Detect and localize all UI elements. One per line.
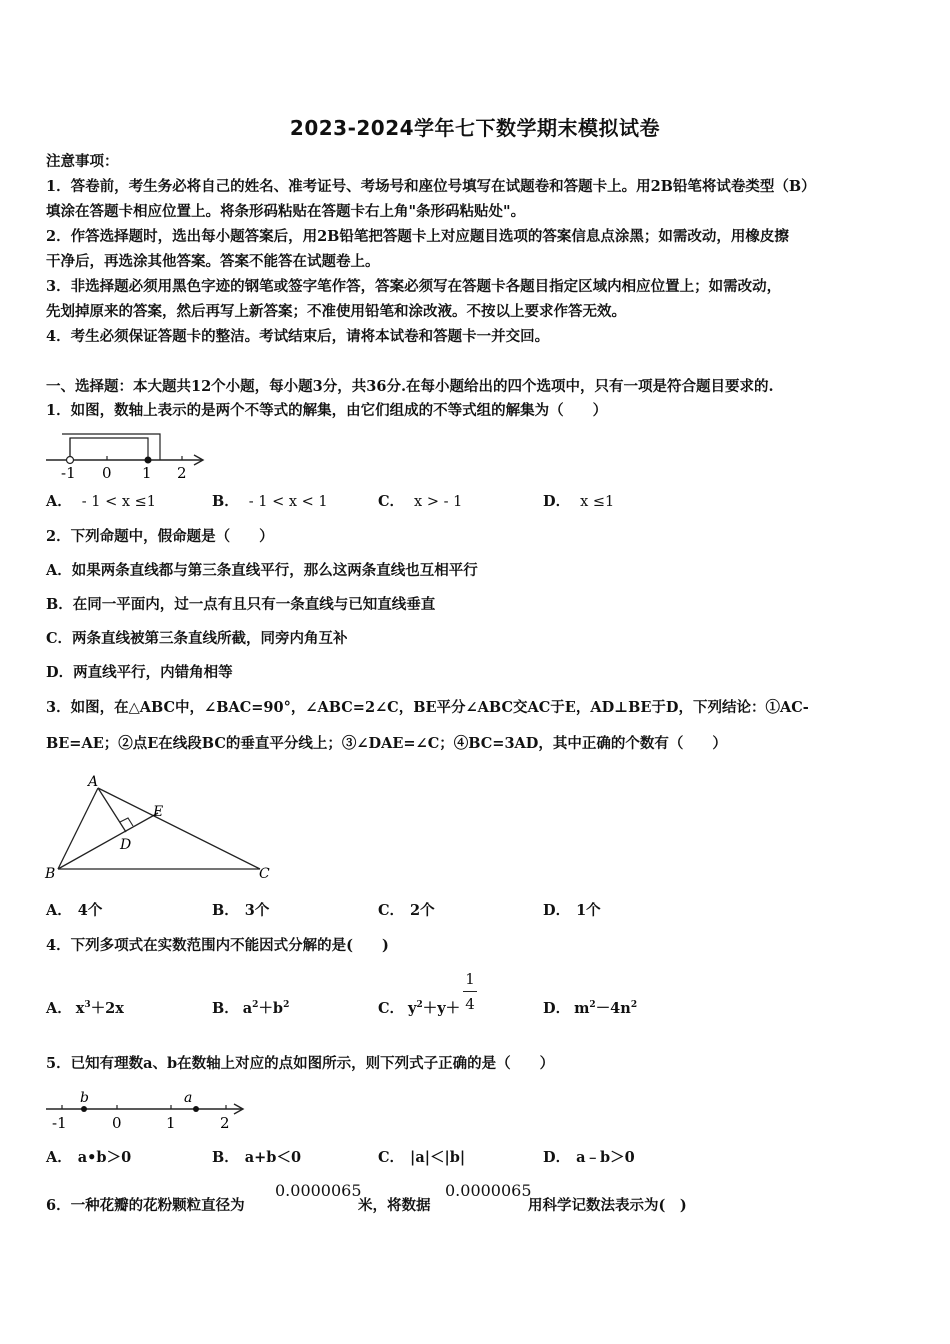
vertex-label: B — [45, 866, 56, 882]
axis-label: 2 — [220, 1114, 230, 1132]
point-b — [81, 1106, 87, 1112]
axis-label: 0 — [102, 464, 112, 480]
fraction-denominator: 4 — [465, 995, 475, 1013]
point-label: b — [80, 1090, 89, 1106]
q5-option-c[interactable]: C． |a|＜|b| — [378, 1149, 466, 1166]
q5-option-d[interactable]: D． a﹣b＞0 — [543, 1149, 635, 1166]
notice-line: 干净后，再选涂其他答案。答案不能答在试题卷上。 — [46, 253, 380, 270]
q6-value: 0.0000065 — [445, 1181, 532, 1200]
q5-number-line — [40, 1088, 255, 1132]
vertex-label: C — [259, 866, 270, 882]
q2-option-d[interactable]: D．两直线平行，内错角相等 — [46, 664, 233, 681]
q3-stem-line2: BE=AE；②点E在线段BC的垂直平分线上；③∠DAE=∠C；④BC=3AD，其中正确的个数有（ ） — [46, 735, 727, 752]
q4-option-a[interactable]: A． $x^3+2x$ — [46, 1000, 124, 1017]
q1-option-a[interactable]: A． - 1 < x ≤1 — [46, 493, 157, 510]
axis-label: -1 — [61, 464, 76, 480]
axis-label: -1 — [52, 1114, 67, 1132]
section-heading: 一、选择题：本大题共12个小题，每小题3分，共36分.在每小题给出的四个选项中，只有一项是符合题目要求的. — [46, 378, 774, 395]
q3-option-a[interactable]: A． 4个 — [46, 902, 103, 919]
q1-option-d[interactable]: D． x ≤1 — [543, 493, 615, 510]
q1-number-line — [40, 428, 215, 480]
q5-option-a[interactable]: A． a•b＞0 — [46, 1149, 132, 1166]
q3-stem-line1: 3．如图，在△ABC中，∠BAC=90°，∠ABC=2∠C，BE平分∠ABC交AC于E，AD⊥BE于D，下列结论：①AC- — [46, 699, 809, 716]
notice-line: 先划掉原来的答案，然后再写上新答案；不准使用铅笔和涂改液。不按以上要求作答无效。 — [46, 303, 626, 320]
notice-line: 4．考生必须保证答题卡的整洁。考试结束后，请将本试卷和答题卡一并交回。 — [46, 328, 550, 345]
q1-option-c[interactable]: C． x > - 1 — [378, 493, 463, 510]
vertex-label: A — [88, 774, 99, 790]
axis-label: 0 — [112, 1114, 122, 1132]
q4-stem: 4．下列多项式在实数范围内不能因式分解的是( ) — [46, 937, 389, 954]
q4-option-b[interactable]: B． $a^2+b^2$ — [212, 1000, 290, 1017]
vertex-label: D — [120, 837, 132, 853]
q2-option-c[interactable]: C．两条直线被第三条直线所截，同旁内角互补 — [46, 630, 348, 647]
q3-option-b[interactable]: B． 3个 — [212, 902, 270, 919]
axis-label: 1 — [166, 1114, 176, 1132]
point-label: a — [184, 1090, 193, 1106]
q2-stem: 2．下列命题中，假命题是（ ） — [46, 528, 274, 545]
point-a — [193, 1106, 199, 1112]
notice-line: 3．非选择题必须用黑色字迹的钢笔或签字笔作答，答案必须写在答题卡各题目指定区域内相应位置上；如需改动， — [46, 278, 782, 295]
q4-option-c[interactable]: C． $y^2+y+$ — [378, 1000, 461, 1017]
fraction-bar — [463, 991, 477, 992]
q6-stem-part2: 米，将数据 — [358, 1197, 431, 1214]
notice-line: 1．答卷前，考生务必将自己的姓名、准考证号、考场号和座位号填写在试题卷和答题卡上。用2B铅笔将试卷类型（B） — [46, 178, 816, 195]
vertex-label: E — [153, 804, 164, 820]
q5-option-b[interactable]: B． a+b＜0 — [212, 1149, 302, 1166]
axis-label: 2 — [177, 464, 187, 480]
open-point — [67, 457, 74, 464]
q2-option-a[interactable]: A．如果两条直线都与第三条直线平行，那么这两条直线也互相平行 — [46, 562, 478, 579]
axis-label: 1 — [142, 464, 152, 480]
q4-option-d[interactable]: D． $m^2-4n^2$ — [543, 1000, 638, 1017]
q5-stem: 5．已知有理数a、b在数轴上对应的点如图所示，则下列式子正确的是（ ） — [46, 1055, 555, 1072]
notice-heading: 注意事项： — [46, 153, 119, 170]
fraction-numerator: 1 — [465, 970, 475, 988]
q1-stem: 1．如图，数轴上表示的是两个不等式的解集，由它们组成的不等式组的解集为（ ） — [46, 402, 608, 419]
notice-line: 2．作答选择题时，选出每小题答案后，用2B铅笔把答题卡上对应题目选项的答案信息点涂黑；如需改动，用橡皮擦 — [46, 228, 789, 245]
q6-value: 0.0000065 — [275, 1181, 362, 1200]
q3-option-c[interactable]: C． 2个 — [378, 902, 435, 919]
notice-line: 填涂在答题卡相应位置上。将条形码粘贴在答题卡右上角"条形码粘贴处"。 — [46, 203, 526, 220]
q3-option-d[interactable]: D． 1个 — [543, 902, 601, 919]
q6-stem-part1: 6．一种花瓣的花粉颗粒直径为 — [46, 1197, 245, 1214]
q1-option-b[interactable]: B． - 1 < x < 1 — [212, 493, 328, 510]
q6-stem-part3: 用科学记数法表示为( ) — [528, 1197, 687, 1214]
page-title: 2023-2024学年七下数学期末模拟试卷 — [289, 116, 661, 140]
q2-option-b[interactable]: B．在同一平面内，过一点有且只有一条直线与已知直线垂直 — [46, 596, 436, 613]
q3-triangle-figure — [40, 770, 280, 885]
closed-point — [145, 457, 152, 464]
